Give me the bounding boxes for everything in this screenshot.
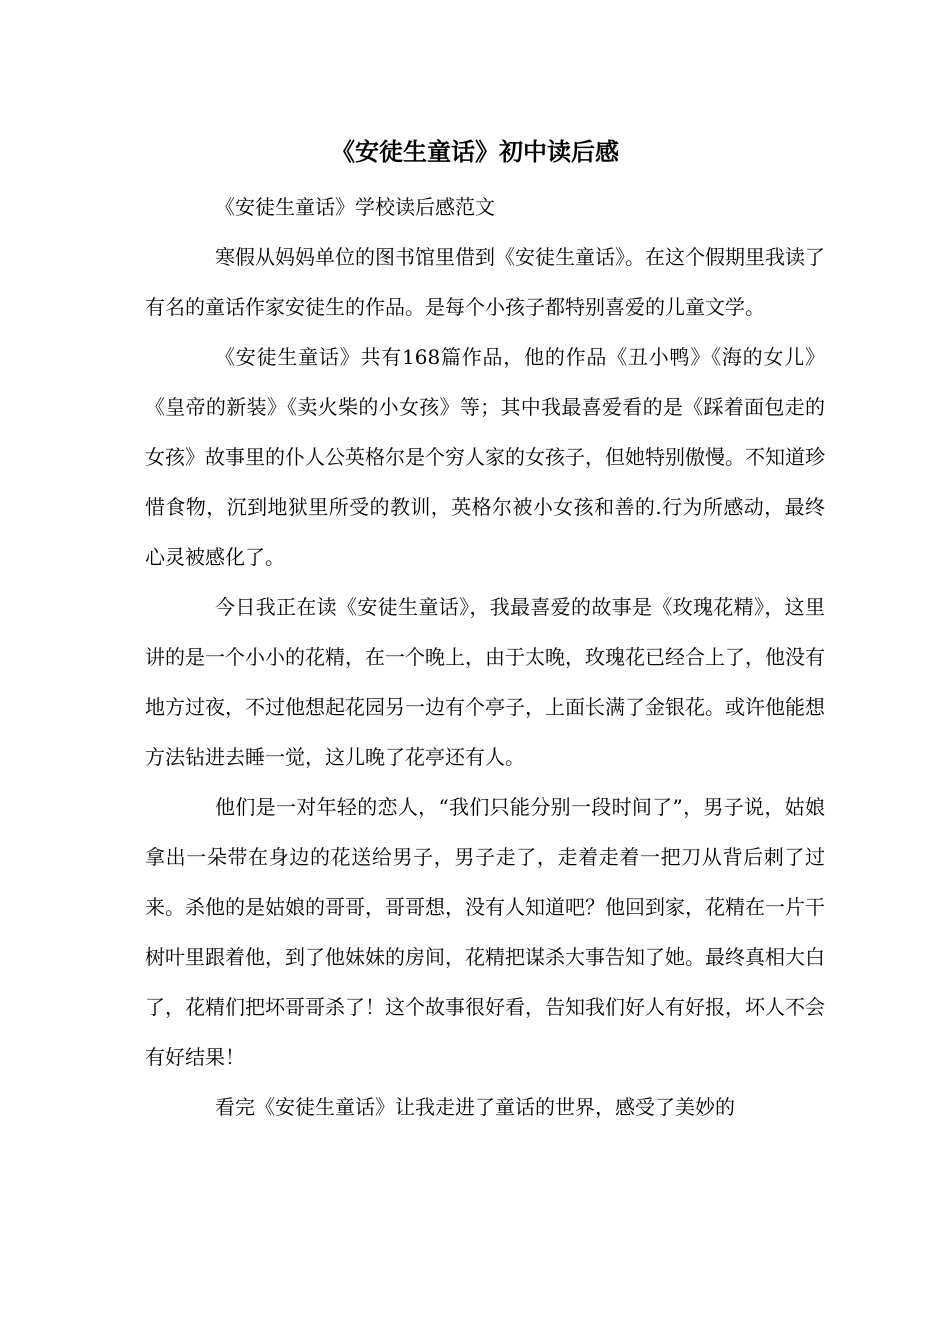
- paragraph: 看完《安徒生童话》让我走进了童话的世界，感受了美妙的: [215, 1095, 735, 1119]
- paragraph: 他们是一对年轻的恋人，“我们只能分别一段时间了”，男子说，姑娘拿出一朵带在身边的花送给男子，男子走了，走着走着一把刀从背后刺了过来。杀他的是姑娘的哥哥，哥哥想，没有人知道吧？他回到家，花精在一片干树叶里跟着他，到了他妹妹的房间，花精把谋杀大事告知了她。最终真相大白了，花精们把坏哥哥杀了！这个故事很好看，告知我们好人有好报，坏人不会有好结果！: [145, 795, 825, 1069]
- document-body: [145, 182, 825, 1132]
- paragraph: 寒假从妈妈单位的图书馆里借到《安徒生童话》。在这个假期里我读了有名的童话作家安徒生的作品。是每个小孩子都特别喜爱的儿童文学。: [145, 245, 825, 319]
- paragraph: 《安徒生童话》共有168篇作品，他的作品《丑小鸭》《海的女儿》《皇帝的新装》《卖火柴的小女孩》等；其中我最喜爱看的是《踩着面包走的女孩》故事里的仆人公英格尔是个穷人家的女孩子，但她特别傲慢。不知道珍惜食物，沉到地狱里所受的教训，英格尔被小女孩和善的.行为所感动，最终心灵被感化了。: [145, 345, 825, 569]
- paragraph: 今日我正在读《安徒生童话》，我最喜爱的故事是《玫瑰花精》，这里讲的是一个小小的花精，在一个晚上，由于太晚，玫瑰花已经合上了，他没有地方过夜，不过他想起花园另一边有个亭子，上面长满了金银花。或许他能想方法钻进去睡一觉，这儿晚了花亭还有人。: [145, 595, 825, 769]
- document-title: 《安徒生童话》初中读后感: [331, 138, 619, 166]
- subtitle-paragraph: 《安徒生童话》学校读后感范文: [215, 195, 495, 219]
